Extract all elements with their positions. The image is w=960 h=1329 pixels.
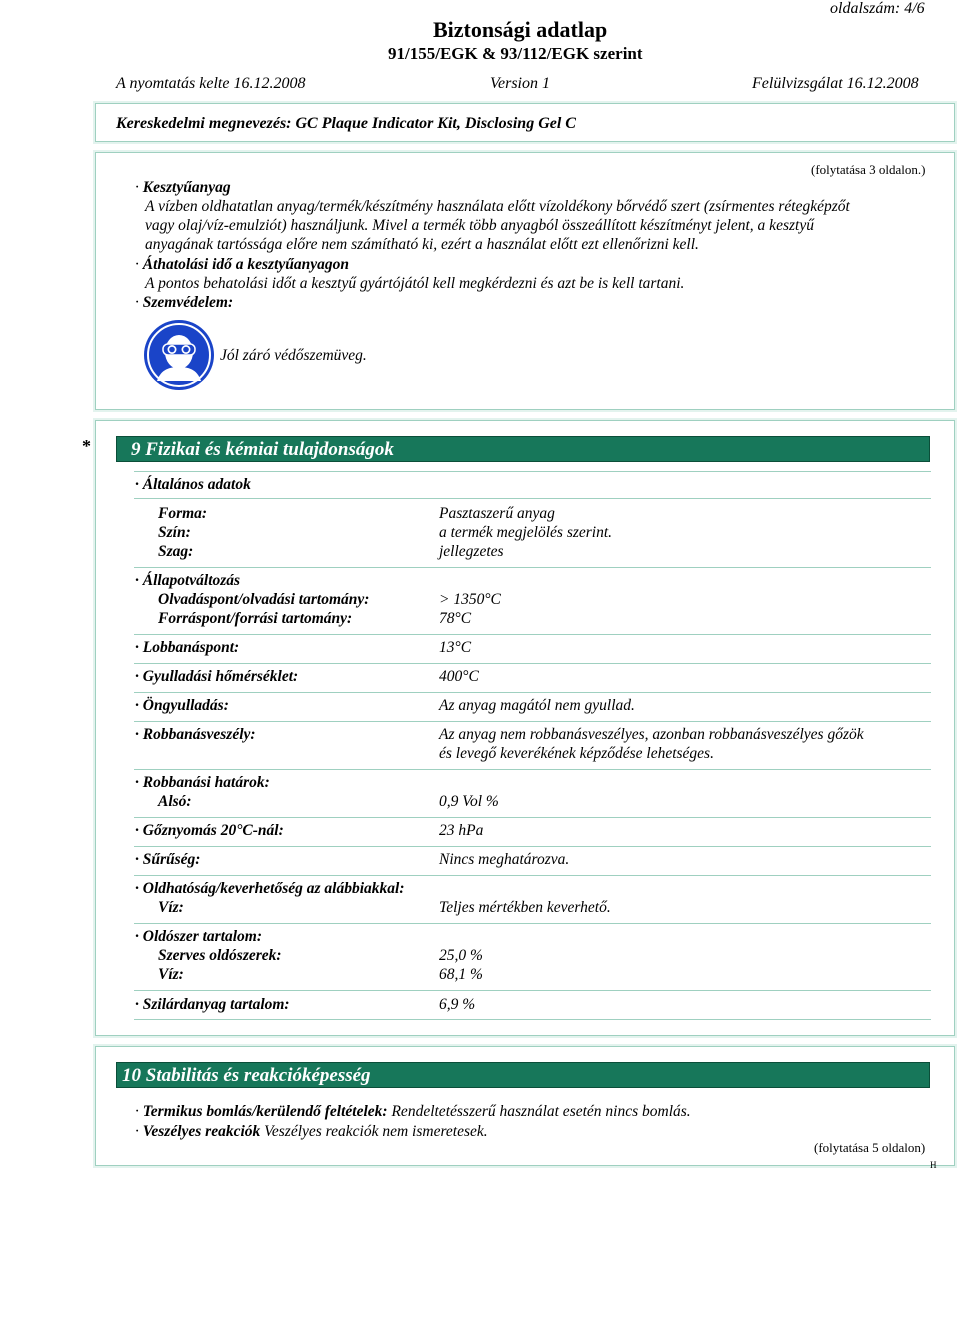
hazardous-reactions-value: Veszélyes reakciók nem ismeretesek.: [264, 1123, 488, 1140]
penetration-heading-text: Áthatolási idő a kesztyűanyagon: [142, 256, 350, 273]
divider: [134, 663, 931, 664]
color-value: a termék megjelölés szerint.: [439, 524, 613, 541]
trade-name: Kereskedelmi megnevezés: GC Plaque Indicator Kit, Disclosing Gel C: [116, 115, 576, 132]
page-number: oldalszám: 4/6: [830, 0, 925, 17]
explosion-limits-heading: · Robbanási határok:: [135, 774, 270, 791]
organic-solvents-label: Szerves oldószerek:: [158, 947, 282, 964]
eye-protection-heading: · Szemvédelem:: [135, 294, 234, 311]
document-subtitle: 91/155/EGK & 93/112/EGK szerint: [388, 44, 643, 63]
section10-heading: 10 Stabilitás és reakcióképesség: [116, 1062, 930, 1088]
gloves-text-line2: vagy olaj/víz-emulziót) használjunk. Mivel a termék több anyagból összeállított készítményt jelent, a kesztyű: [145, 217, 814, 234]
self-ignition-value: Az anyag magától nem gyullad.: [439, 697, 635, 714]
divider: [134, 875, 931, 876]
divider: [134, 990, 931, 991]
divider: [134, 846, 931, 847]
solids-content-label: · Szilárdanyag tartalom:: [135, 996, 290, 1013]
divider: [134, 471, 931, 472]
self-ignition-label: · Öngyulladás:: [135, 697, 229, 714]
solids-content-value: 6,9 %: [439, 996, 476, 1013]
section9-heading: 9 Fizikai és kémiai tulajdonságok: [116, 436, 930, 462]
flash-point-value: 13°C: [439, 639, 472, 656]
thermal-decomposition-row: · Termikus bomlás/kerülendő feltételek: Rendeltetésszerű használat esetén nincs bomlás.: [135, 1103, 691, 1120]
gloves-heading: · Kesztyűanyag: [135, 179, 231, 196]
solvent-content-heading: · Oldószer tartalom:: [135, 928, 263, 945]
boiling-label: Forráspont/forrási tartomány:: [158, 610, 353, 627]
divider: [134, 817, 931, 818]
explosion-hazard-label: · Robbanásveszély:: [135, 726, 256, 743]
trade-name-box: [95, 103, 955, 142]
document-title: Biztonsági adatlap: [433, 17, 608, 42]
footer-code: H: [930, 1160, 937, 1170]
explosion-hazard-value-line1: Az anyag nem robbanásveszélyes, azonban robbanásveszélyes gőzök: [439, 726, 864, 743]
odor-value: jellegzetes: [439, 543, 504, 560]
state-change-heading-text: Állapotváltozás: [142, 572, 241, 589]
density-label: · Sűrűség:: [135, 851, 201, 868]
explosion-limits-heading-text: Robbanási határok:: [142, 774, 270, 791]
odor-label: Szag:: [158, 543, 194, 560]
self-ignition-label-text: Öngyulladás:: [142, 697, 229, 714]
divider: [134, 769, 931, 770]
flash-point-label-text: Lobbanáspont:: [142, 639, 240, 656]
divider: [134, 498, 931, 499]
safety-goggles-icon: [143, 319, 215, 391]
melting-value: > 1350°C: [439, 591, 501, 608]
continued-from-note: (folytatása 3 oldalon.): [811, 162, 926, 177]
vapor-pressure-value: 23 hPa: [439, 822, 484, 839]
continued-to-note: (folytatása 5 oldalon): [814, 1140, 926, 1155]
divider: [134, 923, 931, 924]
divider: [134, 1019, 931, 1020]
vapor-pressure-label: · Gőznyomás 20°C-nál:: [135, 822, 284, 839]
print-date: A nyomtatás kelte 16.12.2008: [116, 75, 306, 92]
penetration-text: A pontos behatolási időt a kesztyű gyártójától kell megkérdezni és azt be is kell tartani.: [145, 275, 685, 292]
thermal-decomposition-value: Rendeltetésszerű használat esetén nincs bomlás.: [391, 1103, 691, 1120]
color-label: Szín:: [158, 524, 191, 541]
solubility-heading: · Oldhatóság/keverhetőség az alábbiakkal:: [135, 880, 405, 897]
density-value: Nincs meghatározva.: [439, 851, 570, 868]
ignition-label-text: Gyulladási hőmérséklet:: [142, 668, 299, 685]
form-label: Forma:: [158, 505, 208, 522]
divider: [134, 567, 931, 568]
divider: [134, 721, 931, 722]
penetration-heading: · Áthatolási idő a kesztyűanyagon: [135, 256, 350, 273]
density-label-text: Sűrűség:: [142, 851, 201, 868]
thermal-decomposition-label: Termikus bomlás/kerülendő feltételek:: [142, 1103, 388, 1120]
gloves-text-line3: anyagának tartóssága előre nem számítható ki, ezért a használat előtt ezt ellenőrizni kell.: [145, 236, 699, 253]
organic-solvents-value: 25,0 %: [439, 947, 483, 964]
goggles-text: Jól záró védőszemüveg.: [220, 347, 367, 364]
water-miscibility-value: Teljes mértékben keverhető.: [439, 899, 611, 916]
hazardous-reactions-label: Veszélyes reakciók: [142, 1123, 261, 1140]
eye-protection-heading-text: Szemvédelem:: [142, 294, 234, 311]
general-data-heading-text: Általános adatok: [142, 476, 251, 493]
solvent-content-heading-text: Oldószer tartalom:: [142, 928, 263, 945]
melting-label: Olvadáspont/olvadási tartomány:: [158, 591, 370, 608]
ignition-label: · Gyulladási hőmérséklet:: [135, 668, 299, 685]
explosion-hazard-value-line2: és levegő keverékének képződése lehetséges.: [439, 745, 714, 762]
ignition-value: 400°C: [439, 668, 479, 685]
explosion-hazard-label-text: Robbanásveszély:: [142, 726, 256, 743]
version-label: Version 1: [490, 75, 550, 92]
flash-point-label: · Lobbanáspont:: [135, 639, 240, 656]
gloves-heading-text: Kesztyűanyag: [142, 179, 231, 196]
revision-date: Felülvizsgálat 16.12.2008: [752, 75, 919, 92]
lower-limit-value: 0,9 Vol %: [439, 793, 499, 810]
lower-limit-label: Alsó:: [158, 793, 192, 810]
general-data-heading: · Általános adatok: [135, 476, 251, 493]
divider: [134, 692, 931, 693]
water-content-label: Víz:: [158, 966, 184, 983]
boiling-value: 78°C: [439, 610, 472, 627]
state-change-heading: · Állapotváltozás: [135, 572, 241, 589]
solubility-heading-text: Oldhatóság/keverhetőség az alábbiakkal:: [142, 880, 405, 897]
water-content-value: 68,1 %: [439, 966, 483, 983]
change-marker: *: [82, 436, 91, 456]
hazardous-reactions-row: · Veszélyes reakciók Veszélyes reakciók nem ismeretesek.: [135, 1123, 488, 1140]
vapor-pressure-label-text: Gőznyomás 20°C-nál:: [142, 822, 284, 839]
gloves-text-line1: A vízben oldhatatlan anyag/termék/készítmény használata előtt vízoldékony bőrvédő szert (zsírmentes rétegképzőt: [145, 198, 850, 215]
water-miscibility-label: Víz:: [158, 899, 184, 916]
divider: [134, 634, 931, 635]
form-value: Pasztaszerű anyag: [439, 505, 555, 522]
solids-content-label-text: Szilárdanyag tartalom:: [142, 996, 290, 1013]
